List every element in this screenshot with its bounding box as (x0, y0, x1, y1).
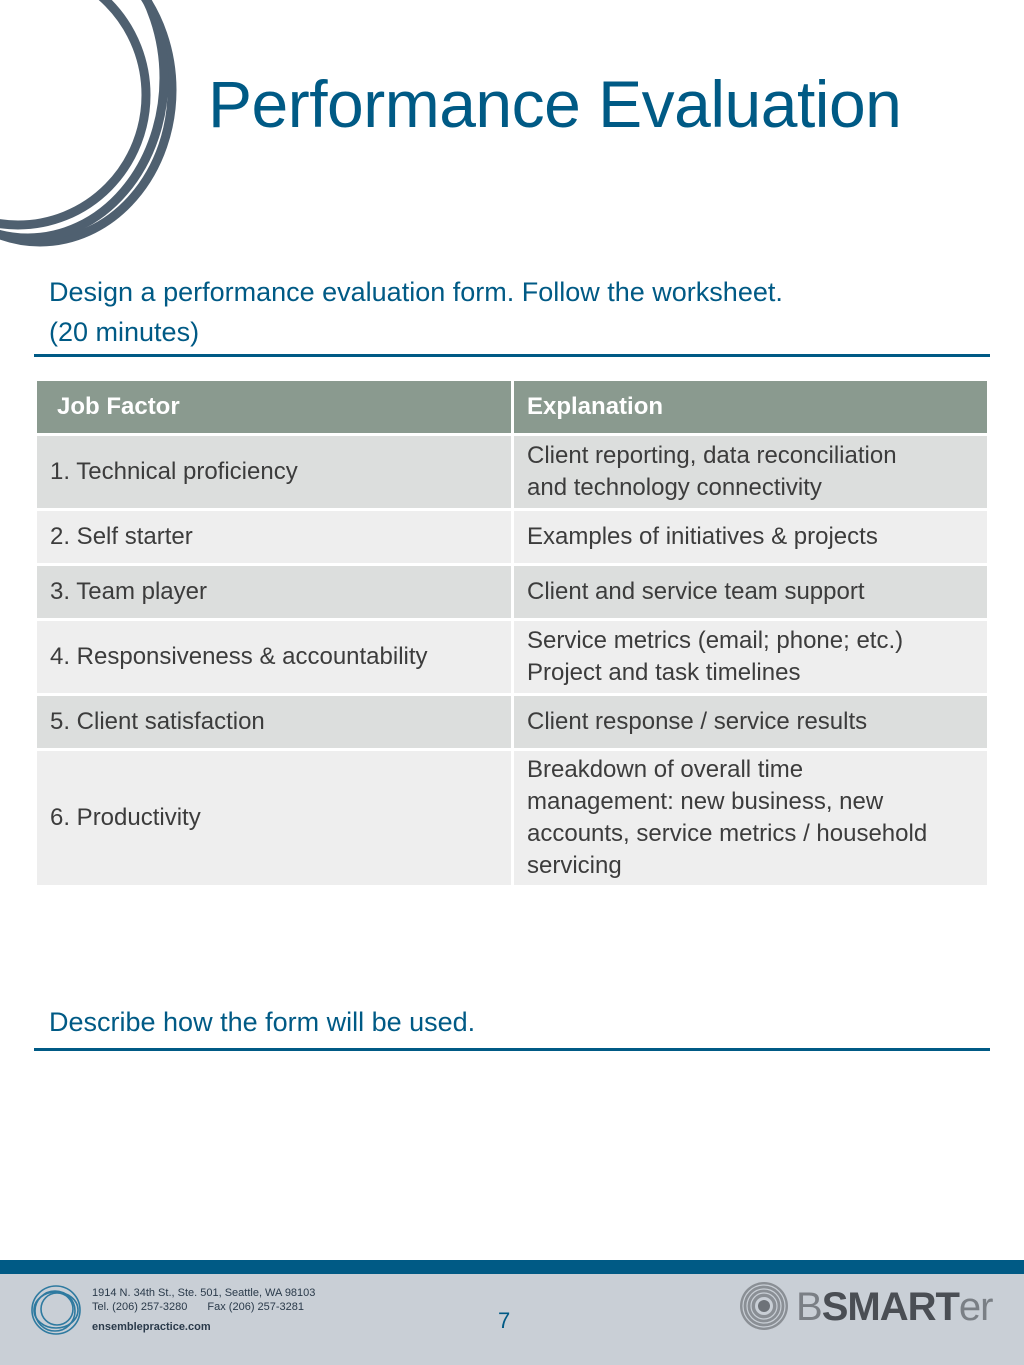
explanation-line: management: new business, new (527, 788, 884, 815)
explanation-line: Project and task timelines (527, 659, 801, 686)
instruction-text (49, 272, 783, 352)
explanation-line: Client and service team support (527, 578, 865, 605)
explanation-line: Examples of initiatives & projects (527, 523, 878, 550)
column-header-explanation: Explanation (513, 380, 989, 435)
table-header-row (36, 380, 989, 435)
explanation-line: Service metrics (email; phone; etc.) (527, 627, 904, 654)
column-header-job-factor: Job Factor (36, 380, 513, 435)
explanation-cell (513, 750, 989, 887)
explanation-cell (513, 435, 989, 510)
explanation-line: Client response / service results (527, 708, 868, 735)
job-factor-cell: 5. Client satisfaction (36, 695, 513, 750)
footer-accent-bar (0, 1260, 1024, 1274)
explanation-cell (513, 695, 989, 750)
table-row (36, 435, 989, 510)
ensemble-logo-icon (28, 1282, 84, 1338)
describe-prompt: Describe how the form will be used. (49, 1007, 476, 1037)
divider (34, 354, 990, 357)
bsmarter-logo-icon (738, 1280, 790, 1332)
page-number: 7 (498, 1308, 511, 1333)
telephone: Tel. (206) 257-3280 (92, 1301, 188, 1313)
job-factor-cell: 3. Team player (36, 565, 513, 620)
job-factor-cell: 2. Self starter (36, 510, 513, 565)
instruction-line-2: (20 minutes) (49, 317, 200, 347)
instruction-line-1: Design a performance evaluation form. Follow the worksheet. (49, 277, 783, 307)
table-row (36, 510, 989, 565)
job-factor-cell: 1. Technical proficiency (36, 435, 513, 510)
fax: Fax (206) 257-3281 (207, 1301, 305, 1313)
brand-suffix: er (958, 1285, 993, 1329)
phone-line (92, 1300, 315, 1314)
explanation-line: Breakdown of overall time (527, 756, 804, 783)
website-link[interactable]: ensemblepractice.com (92, 1321, 211, 1333)
contact-info (92, 1286, 315, 1334)
address: 1914 N. 34th St., Ste. 501, Seattle, WA 98103 (92, 1287, 316, 1299)
explanation-cell (513, 510, 989, 565)
table-row (36, 565, 989, 620)
brand-bold: SMART (821, 1285, 959, 1329)
decorative-rings-icon (0, 0, 200, 250)
table-row (36, 750, 989, 887)
explanation-cell (513, 620, 989, 695)
footer (0, 1274, 1024, 1365)
job-factor-table (34, 378, 990, 888)
table-row (36, 695, 989, 750)
explanation-line: servicing (527, 852, 622, 879)
job-factor-cell: 6. Productivity (36, 750, 513, 887)
explanation-line: Client reporting, data reconciliation (527, 442, 897, 469)
job-factor-cell: 4. Responsiveness & accountability (36, 620, 513, 695)
explanation-cell (513, 565, 989, 620)
divider (34, 1048, 990, 1051)
page-title: Performance Evaluation (208, 67, 902, 141)
brand-prefix: B (796, 1285, 822, 1329)
brand-wordmark (796, 1284, 992, 1330)
explanation-line: and technology connectivity (527, 474, 822, 501)
explanation-line: accounts, service metrics / household (527, 820, 928, 847)
table-row (36, 620, 989, 695)
